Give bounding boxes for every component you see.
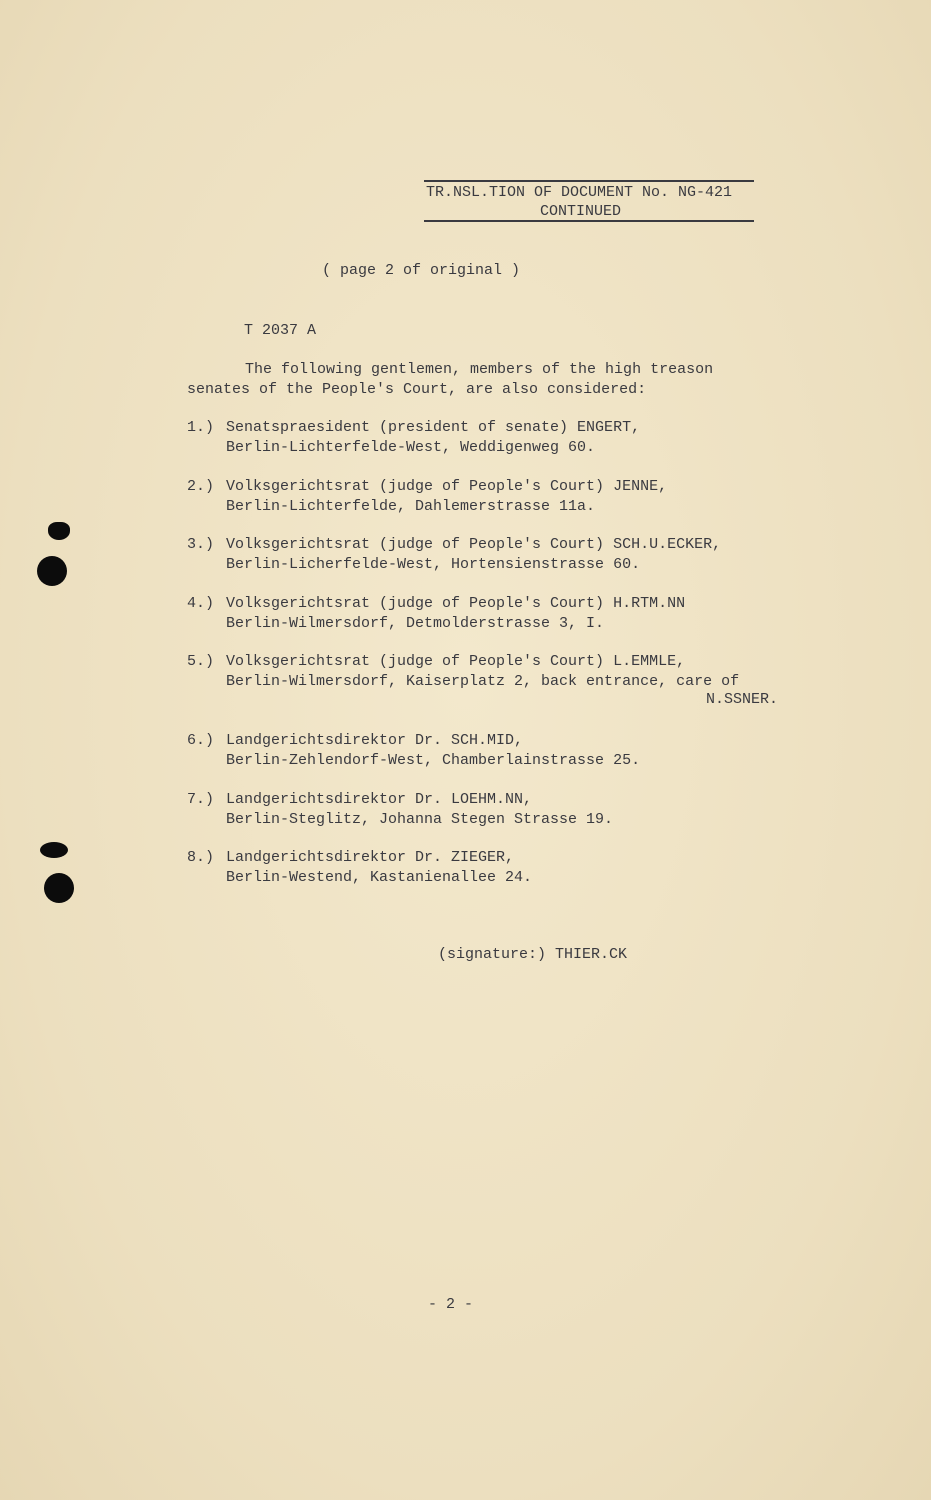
intro-line: The following gentlemen, members of the high treason <box>245 361 714 378</box>
document-title: TR.NSL.TION OF DOCUMENT No. NG-421 <box>426 184 733 201</box>
punch-hole-icon <box>40 842 68 858</box>
item-line: Senatspraesident (president of senate) ENGERT, <box>226 419 641 436</box>
signature-line: (signature:) THIER.CK <box>438 946 628 963</box>
item-line: Berlin-Wilmersdorf, Detmolderstrasse 3, I. <box>226 615 605 632</box>
item-line: Berlin-Westend, Kastanienallee 24. <box>226 869 533 886</box>
item-line: Berlin-Zehlendorf-West, Chamberlainstrasse 25. <box>226 752 641 769</box>
header-bottom-rule <box>424 220 754 222</box>
intro-line: senates of the People's Court, are also considered: <box>187 381 647 398</box>
page-number: - 2 - <box>428 1296 474 1313</box>
item-line: Volksgerichtsrat (judge of People's Court) SCH.U.ECKER, <box>226 536 722 553</box>
list-item <box>187 652 740 732</box>
item-line: Berlin-Lichterfelde-West, Weddigenweg 60. <box>226 439 596 456</box>
punch-hole-icon <box>44 873 74 903</box>
item-line: Landgerichtsdirektor Dr. ZIEGER, <box>226 849 515 866</box>
document-subtitle: CONTINUED <box>540 203 622 220</box>
item-number: 7.) <box>187 791 215 808</box>
item-number: 4.) <box>187 595 215 612</box>
item-line: Volksgerichtsrat (judge of People's Court) L.EMMLE, <box>226 653 686 670</box>
item-number: 6.) <box>187 732 215 749</box>
item-line: Volksgerichtsrat (judge of People's Court) JENNE, <box>226 478 668 495</box>
header-top-rule <box>424 180 754 182</box>
item-number: 2.) <box>187 478 215 495</box>
reference-code: T 2037 A <box>244 322 317 339</box>
list-item <box>187 848 533 928</box>
item-line: Volksgerichtsrat (judge of People's Court) H.RTM.NN <box>226 595 686 612</box>
item-line: Berlin-Wilmersdorf, Kaiserplatz 2, back entrance, care of <box>226 673 740 690</box>
item-number: 5.) <box>187 653 215 670</box>
item-line: Berlin-Lichterfelde, Dahlemerstrasse 11a. <box>226 498 596 515</box>
item-line: Landgerichtsdirektor Dr. LOEHM.NN, <box>226 791 533 808</box>
item-line: Landgerichtsdirektor Dr. SCH.MID, <box>226 732 524 749</box>
care-of-name: N.SSNER. <box>706 691 779 708</box>
item-number: 8.) <box>187 849 215 866</box>
item-line: Berlin-Steglitz, Johanna Stegen Strasse 19. <box>226 811 614 828</box>
item-line: Berlin-Licherfelde-West, Hortensienstrasse 60. <box>226 556 641 573</box>
punch-hole-icon <box>37 556 67 586</box>
item-number: 1.) <box>187 419 215 436</box>
item-number: 3.) <box>187 536 215 553</box>
intro-paragraph <box>187 360 713 400</box>
page-reference: ( page 2 of original ) <box>322 262 521 279</box>
punch-hole-icon <box>48 522 70 540</box>
